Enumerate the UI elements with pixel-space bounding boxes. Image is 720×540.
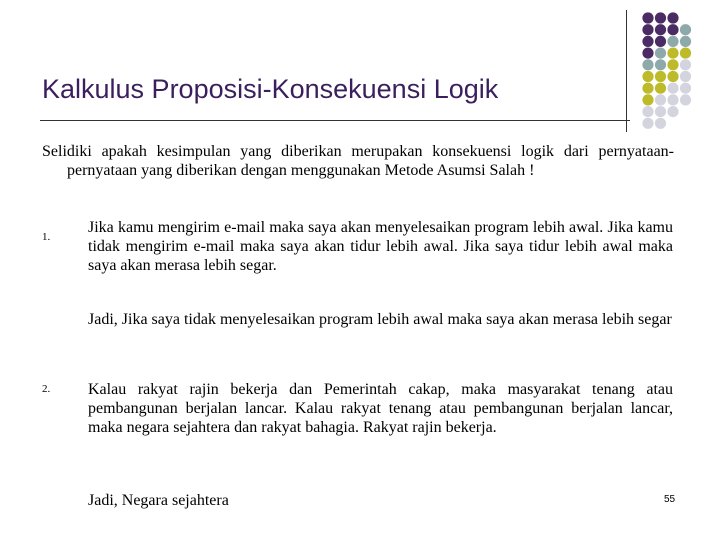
decorative-dot <box>655 83 666 94</box>
decorative-dot <box>642 36 653 47</box>
decorative-dot <box>655 59 666 70</box>
decorative-dot <box>680 83 691 94</box>
decorative-dot <box>667 59 678 70</box>
item-2-number: 2. <box>42 383 51 395</box>
title-horizontal-rule <box>40 120 630 121</box>
item-2-text: Kalau rakyat rajin bekerja dan Pemerintah cakap, maka masyarakat tenang atau pembangunan berjalan lancar. Kalau rakyat tenang atau pembangunan berjalan lancar, maka negara sejahtera dan rakyat bahagia. Rakyat rajin bekerja. <box>88 381 673 436</box>
decorative-dot <box>680 94 691 105</box>
decorative-dot <box>667 24 678 35</box>
decorative-dot <box>642 12 653 23</box>
decorative-dot <box>667 94 678 105</box>
decorative-dot <box>642 24 653 35</box>
page-number: 55 <box>664 494 676 505</box>
item-1-text: Jika kamu mengirim e-mail maka saya akan menyelesaikan program lebih awal. Jika kamu tidak mengirim e-mail maka saya akan tidur lebih awal. Jika saya tidur lebih awal maka saya akan merasa lebih segar. <box>88 219 673 274</box>
decorative-dot <box>642 71 653 82</box>
decorative-dot-grid <box>640 10 720 130</box>
decorative-dot <box>667 48 678 59</box>
decorative-dot <box>655 48 666 59</box>
decorative-dot <box>680 24 691 35</box>
decorative-dot <box>680 59 691 70</box>
decorative-dot <box>680 71 691 82</box>
item-1-conclusion: Jadi, Jika saya tidak menyelesaikan program lebih awal maka saya akan merasa lebih segar <box>88 311 672 328</box>
decorative-dot <box>667 12 678 23</box>
decorative-dot <box>655 118 666 129</box>
slide-title: Kalkulus Proposisi-Konsekuensi Logik <box>42 74 499 104</box>
item-1-number: 1. <box>42 231 51 243</box>
decorative-dot <box>667 71 678 82</box>
decorative-dot <box>680 36 691 47</box>
decorative-dot <box>642 118 653 129</box>
intro-paragraph: Selidiki apakah kesimpulan yang diberikan merupakan konsekuensi logik dari pernyataan-pernyataan yang diberikan dengan menggunakan Metode Asumsi Salah ! <box>42 143 674 179</box>
decorative-dot <box>642 59 653 70</box>
decorative-dot <box>655 71 666 82</box>
decorative-dot <box>642 106 653 117</box>
decorative-dot <box>655 94 666 105</box>
decorative-dot <box>680 48 691 59</box>
decorative-dot <box>655 24 666 35</box>
title-vertical-rule <box>626 10 627 132</box>
decorative-dot <box>642 48 653 59</box>
decorative-dot <box>667 83 678 94</box>
decorative-dot <box>655 106 666 117</box>
decorative-dot <box>667 36 678 47</box>
item-2-conclusion: Jadi, Negara sejahtera <box>88 492 229 509</box>
decorative-dot <box>642 94 653 105</box>
decorative-dot <box>667 106 678 117</box>
decorative-dot <box>655 36 666 47</box>
decorative-dot <box>655 12 666 23</box>
decorative-dot <box>642 83 653 94</box>
